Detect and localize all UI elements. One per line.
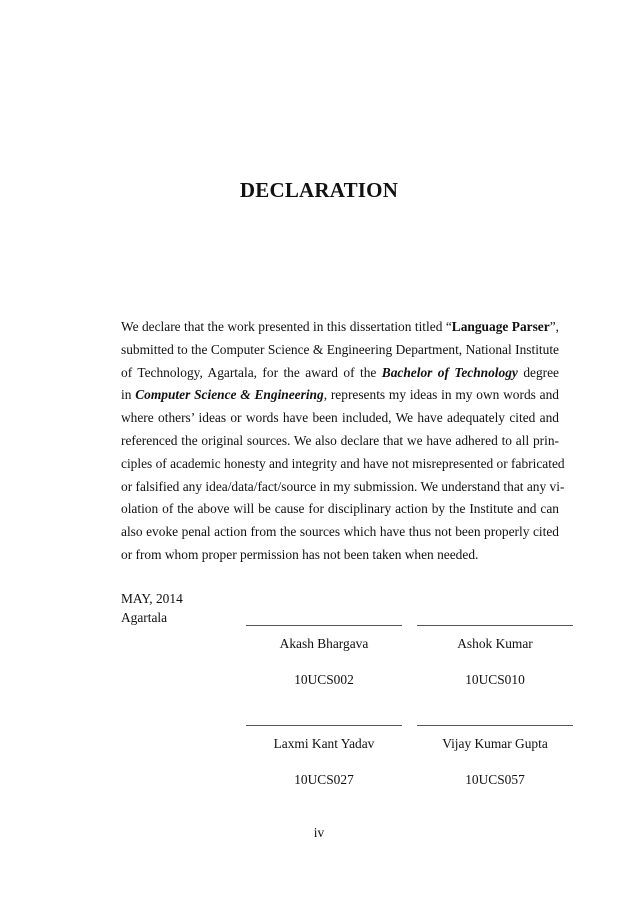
signature-block: [417, 725, 573, 788]
page-title: DECLARATION: [239, 178, 399, 202]
paragraph-line: also evoke penal action from the sources which have thus not been properly cited: [121, 524, 559, 540]
signature-line: [246, 625, 402, 626]
signatory-roll: 10UCS002: [294, 672, 354, 687]
place: Agartala: [121, 610, 168, 625]
signature-block: [246, 725, 402, 788]
signatory-name: Akash Bhargava: [279, 636, 369, 651]
signatory-name: Vijay Kumar Gupta: [442, 736, 548, 751]
declaration-paragraph: [121, 316, 565, 567]
paragraph-line: We declare that the work presented in this dissertation titled “Language Parser”,: [121, 319, 559, 334]
paragraph-line: of Technology, Agartala, for the award of the Bachelor of Technology degree: [121, 364, 559, 380]
signature-line: [417, 725, 573, 726]
paragraph-line: ciples of academic honesty and integrity and have not misrepresented or fabricated: [121, 455, 565, 471]
signature-line: [246, 725, 402, 726]
signatory-roll: 10UCS010: [465, 672, 525, 687]
paragraph-line: where others’ ideas or words have been included, We have adequately cited and: [121, 410, 559, 426]
signature-block: [246, 625, 402, 688]
signatory-name: Ashok Kumar: [457, 636, 533, 651]
signatory-roll: 10UCS057: [465, 772, 525, 787]
paragraph-line: or from whom proper permission has not been taken when needed.: [121, 546, 479, 562]
paragraph-line: or falsified any idea/data/fact/source in my submission. We understand that any vi-: [121, 478, 565, 494]
signature-block: [417, 625, 573, 688]
page-number: iv: [313, 825, 325, 840]
paragraph-line: submitted to the Computer Science & Engineering Department, National Institute: [121, 341, 559, 357]
signatory-name: Laxmi Kant Yadav: [273, 736, 375, 751]
paragraph-line: referenced the original sources. We also declare that we have adhered to all prin-: [121, 432, 559, 448]
signature-line: [417, 625, 573, 626]
paragraph-line: olation of the above will be cause for disciplinary action by the Institute and can: [121, 501, 559, 517]
signatory-roll: 10UCS027: [294, 772, 354, 787]
paragraph-line: in Computer Science & Engineering, represents my ideas in my own words and: [121, 387, 559, 403]
date: MAY, 2014: [121, 591, 183, 606]
